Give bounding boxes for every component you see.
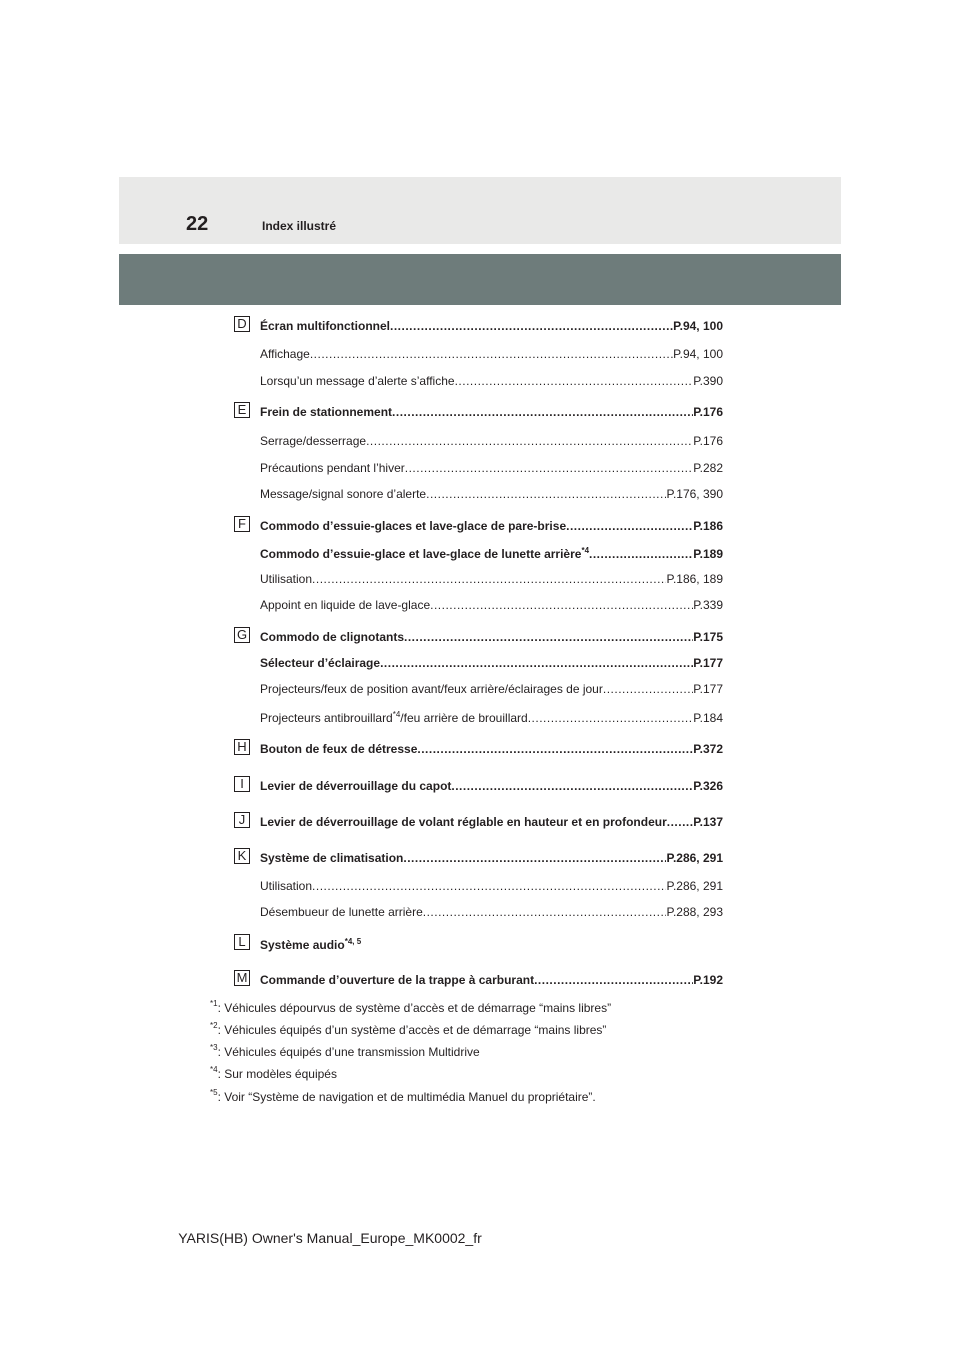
page-reference[interactable]: P.192: [693, 973, 723, 987]
index-entry[interactable]: [260, 319, 723, 333]
page-reference[interactable]: P.184: [693, 711, 723, 725]
index-entry[interactable]: [260, 630, 723, 644]
entry-label-text: Sélecteur d’éclairage: [260, 656, 381, 670]
footnote-text: : Véhicules équipés d’une transmission Multidrive: [217, 1045, 480, 1059]
page-reference[interactable]: P.176: [693, 405, 723, 419]
leader-dots: [310, 347, 673, 361]
entry-label: [260, 905, 423, 919]
entry-label: [260, 937, 361, 952]
footnote: [210, 1088, 596, 1104]
entry-label: [260, 598, 430, 612]
leader-dots: [455, 374, 694, 388]
entry-label-text: Commodo d’essuie-glace et lave-glace de lunette arrière: [260, 547, 582, 561]
page-reference[interactable]: P.177: [693, 682, 723, 696]
entry-label-text: Désembueur de lunette arrière: [260, 905, 423, 919]
entry-label: [260, 973, 534, 987]
entry-label-text: Levier de déverrouillage du capot: [260, 779, 452, 793]
section-letter-box: D: [234, 316, 250, 332]
index-subentry[interactable]: [260, 434, 723, 448]
footnote: [210, 1021, 606, 1037]
leader-dots: [603, 682, 693, 696]
leader-dots: [566, 519, 693, 533]
section-letter-box: H: [234, 739, 250, 755]
leader-dots: [426, 487, 666, 501]
entry-label: [260, 879, 312, 893]
index-subentry[interactable]: [260, 905, 723, 919]
index-entry[interactable]: [260, 405, 723, 419]
entry-label-suffix: /feu arrière de brouillard: [400, 711, 528, 725]
footer-text: YARIS(HB) Owner's Manual_Europe_MK0002_fr: [178, 1230, 482, 1246]
entry-label: [260, 630, 404, 644]
section-letter-box: K: [234, 848, 250, 864]
entry-label-text: Commodo de clignotants: [260, 630, 404, 644]
index-entry[interactable]: [260, 937, 723, 952]
entry-label: [260, 347, 310, 361]
entry-label-text: Utilisation: [260, 572, 313, 586]
entry-label-text: Levier de déverrouillage de volant réglable en hauteur et en profondeur: [260, 815, 667, 829]
footnote-ref: *4: [392, 710, 401, 719]
footnote-mark: *1: [210, 999, 218, 1008]
entry-label-text: Système de climatisation: [260, 851, 404, 865]
entry-label-text: Frein de stationnement: [260, 405, 393, 419]
page-reference[interactable]: P.94, 100: [673, 347, 723, 361]
entry-label: [260, 374, 455, 388]
entry-label: [260, 742, 417, 756]
footnote-ref: *4: [581, 546, 590, 555]
leader-dots: [667, 815, 693, 829]
entry-label-text: Commodo d’essuie-glaces et lave-glace de pare-brise: [260, 519, 567, 533]
entry-label-text: Système audio: [260, 938, 345, 952]
entry-label-text: Bouton de feux de détresse: [260, 742, 418, 756]
entry-label-text: Écran multifonctionnel: [260, 319, 391, 333]
leader-dots: [430, 598, 693, 612]
entry-label-text: Utilisation: [260, 879, 313, 893]
page-reference[interactable]: P.282: [693, 461, 723, 475]
footnote-mark: *2: [210, 1021, 218, 1030]
entry-label: [260, 572, 312, 586]
entry-label: [260, 405, 392, 419]
header-band: [119, 177, 841, 244]
index-subentry[interactable]: [260, 682, 723, 696]
footnote-text: : Sur modèles équipés: [217, 1067, 337, 1081]
page-reference[interactable]: P.176, 390: [666, 487, 723, 501]
page-reference[interactable]: P.286, 291: [666, 879, 723, 893]
page-reference[interactable]: P.390: [693, 374, 723, 388]
leader-dots: [405, 461, 693, 475]
index-entry[interactable]: [260, 851, 723, 865]
entry-label: [260, 546, 589, 561]
footnote-mark: *4: [210, 1065, 218, 1074]
entry-label: [260, 710, 528, 725]
index-subentry[interactable]: [260, 461, 723, 475]
section-letter-box: M: [234, 970, 250, 986]
leader-dots: [417, 742, 693, 756]
entry-label: [260, 519, 566, 533]
section-letter-box: E: [234, 402, 250, 418]
footnote: [210, 999, 611, 1015]
page-reference[interactable]: P.186: [693, 519, 723, 533]
page-number: 22: [186, 213, 209, 235]
entry-label-text: Serrage/desserrage: [260, 434, 367, 448]
index-subentry[interactable]: [260, 879, 723, 893]
index-subentry[interactable]: [260, 572, 723, 586]
leader-dots: [589, 547, 693, 561]
entry-label: [260, 682, 603, 696]
page-reference[interactable]: P.176: [693, 434, 723, 448]
index-subentry[interactable]: [260, 710, 723, 725]
entry-label: [260, 656, 380, 670]
leader-dots: [312, 879, 666, 893]
page-reference[interactable]: P.94, 100: [673, 319, 723, 333]
entry-label-text: Projecteurs/feux de position avant/feux arrière/éclairages de jour: [260, 682, 603, 696]
section-letter-box: F: [234, 516, 250, 532]
index-subentry[interactable]: [260, 598, 723, 612]
entry-label-text: Appoint en liquide de lave-glace: [260, 598, 431, 612]
page-reference[interactable]: P.372: [693, 742, 723, 756]
index-subentry[interactable]: [260, 374, 723, 388]
index-entry[interactable]: [260, 973, 723, 987]
index-entry[interactable]: [260, 656, 723, 670]
footnote-mark: *5: [210, 1088, 218, 1097]
footnote-mark: *3: [210, 1043, 218, 1052]
leader-dots: [380, 656, 693, 670]
leader-dots: [392, 405, 693, 419]
leader-dots: [366, 434, 693, 448]
entry-label: [260, 487, 426, 501]
index-entry[interactable]: [260, 519, 723, 533]
index-subentry[interactable]: [260, 347, 723, 361]
leader-dots: [423, 905, 667, 919]
footnote: [210, 1043, 480, 1059]
index-entry[interactable]: [260, 815, 723, 829]
page-reference[interactable]: P.288, 293: [666, 905, 723, 919]
page-reference[interactable]: P.339: [693, 598, 723, 612]
entry-label-text: Affichage: [260, 347, 310, 361]
footnote-ref: *4, 5: [344, 937, 362, 946]
index-entry[interactable]: [260, 779, 723, 793]
entry-label: [260, 779, 451, 793]
section-letter-box: J: [234, 812, 250, 828]
footnote: [210, 1065, 337, 1081]
index-entry[interactable]: [260, 546, 723, 561]
leader-dots: [451, 779, 693, 793]
footer: [0, 1230, 960, 1246]
leader-dots: [404, 630, 693, 644]
entry-label: [260, 461, 405, 475]
leader-dots: [534, 973, 693, 987]
page-reference[interactable]: P.137: [693, 815, 723, 829]
page-reference[interactable]: P.189: [693, 547, 723, 561]
entry-label-text: Précautions pendant l’hiver: [260, 461, 405, 475]
title-band: [119, 254, 841, 305]
entry-label-text: Projecteurs antibrouillard: [260, 711, 393, 725]
entry-label-text: Commande d’ouverture de la trappe à carburant: [260, 973, 535, 987]
leader-dots: [312, 572, 666, 586]
index-entry[interactable]: [260, 742, 723, 756]
entry-label-text: Lorsqu’un message d’alerte s’affiche: [260, 374, 455, 388]
entry-label: [260, 319, 390, 333]
page-reference[interactable]: P.186, 189: [666, 572, 723, 586]
section-letter-box: G: [234, 627, 250, 643]
section-title: Index illustré: [262, 219, 337, 233]
leader-dots: [390, 319, 673, 333]
page-reference[interactable]: P.326: [693, 779, 723, 793]
footnote-text: : Voir “Système de navigation et de multimédia Manuel du propriétaire”.: [217, 1090, 596, 1104]
leader-dots: [528, 711, 693, 725]
index-subentry[interactable]: [260, 487, 723, 501]
page-reference[interactable]: P.177: [693, 656, 723, 670]
entry-label-text: Message/signal sonore d’alerte: [260, 487, 427, 501]
footnote-text: : Véhicules équipés d’un système d’accès et de démarrage “mains libres”: [217, 1023, 607, 1037]
entry-label: [260, 851, 403, 865]
entry-label: [260, 815, 667, 829]
leader-dots: [403, 851, 666, 865]
footnote-text: : Véhicules dépourvus de système d’accès et de démarrage “mains libres”: [217, 1001, 612, 1015]
section-letter-box: I: [234, 776, 250, 792]
page-reference[interactable]: P.286, 291: [666, 851, 723, 865]
entry-label: [260, 434, 366, 448]
page-reference[interactable]: P.175: [693, 630, 723, 644]
section-letter-box: L: [234, 934, 250, 950]
